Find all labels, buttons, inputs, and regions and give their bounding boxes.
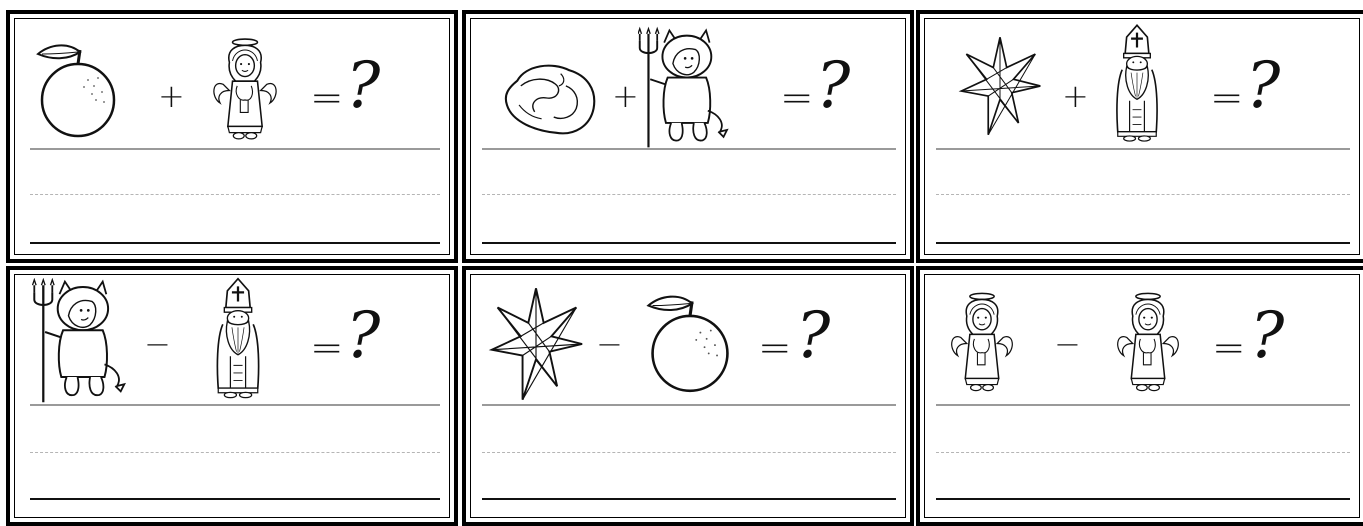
answer-line-baseline	[482, 498, 896, 500]
star-icon	[488, 284, 584, 404]
exercise-card-4	[6, 266, 458, 526]
angel-icon	[206, 30, 284, 148]
orange-icon	[28, 38, 128, 142]
answer-line-top	[936, 404, 1350, 406]
equals-sign: =	[310, 325, 344, 371]
coal-icon	[500, 54, 604, 142]
answer-line-midline	[30, 194, 440, 195]
answer-line-midline	[482, 194, 896, 195]
answer-line-midline	[936, 452, 1350, 453]
answer-line-midline	[936, 194, 1350, 195]
orange-icon	[638, 288, 742, 398]
answer-line-top	[482, 148, 896, 150]
operator-sign: −	[596, 325, 623, 363]
angel-icon	[1110, 284, 1186, 400]
answer-line-midline	[30, 452, 440, 453]
equals-sign: =	[780, 75, 814, 121]
answer-line-top	[30, 404, 440, 406]
operator-sign: +	[612, 77, 639, 115]
devil-icon	[32, 278, 132, 404]
exercise-card-6	[916, 266, 1363, 526]
question-mark: ?	[1246, 49, 1281, 123]
answer-line-top	[936, 148, 1350, 150]
answer-line-top	[482, 404, 896, 406]
question-mark: ?	[1250, 299, 1285, 373]
question-mark: ?	[816, 49, 851, 123]
answer-line-baseline	[30, 498, 440, 500]
devil-icon	[638, 26, 734, 150]
equals-sign: =	[1210, 75, 1244, 121]
angel-icon	[944, 284, 1020, 400]
exercise-card-3	[916, 10, 1363, 263]
saint-nicholas-icon	[1100, 20, 1174, 146]
question-mark: ?	[346, 49, 381, 123]
equals-sign: =	[310, 75, 344, 121]
operator-sign: +	[158, 77, 185, 115]
operator-sign: −	[1054, 325, 1081, 363]
answer-line-midline	[482, 452, 896, 453]
equals-sign: =	[758, 325, 792, 371]
exercise-card-5	[462, 266, 914, 526]
answer-line-baseline	[936, 498, 1350, 500]
star-icon	[958, 28, 1042, 144]
saint-nicholas-icon	[200, 272, 276, 404]
answer-line-baseline	[482, 242, 896, 244]
exercise-card-1	[6, 10, 458, 263]
answer-line-baseline	[936, 242, 1350, 244]
answer-line-top	[30, 148, 440, 150]
operator-sign: +	[1062, 77, 1089, 115]
equals-sign: =	[1212, 325, 1246, 371]
question-mark: ?	[346, 299, 381, 373]
answer-line-baseline	[30, 242, 440, 244]
exercise-card-2	[462, 10, 914, 263]
operator-sign: −	[144, 325, 171, 363]
question-mark: ?	[796, 299, 831, 373]
